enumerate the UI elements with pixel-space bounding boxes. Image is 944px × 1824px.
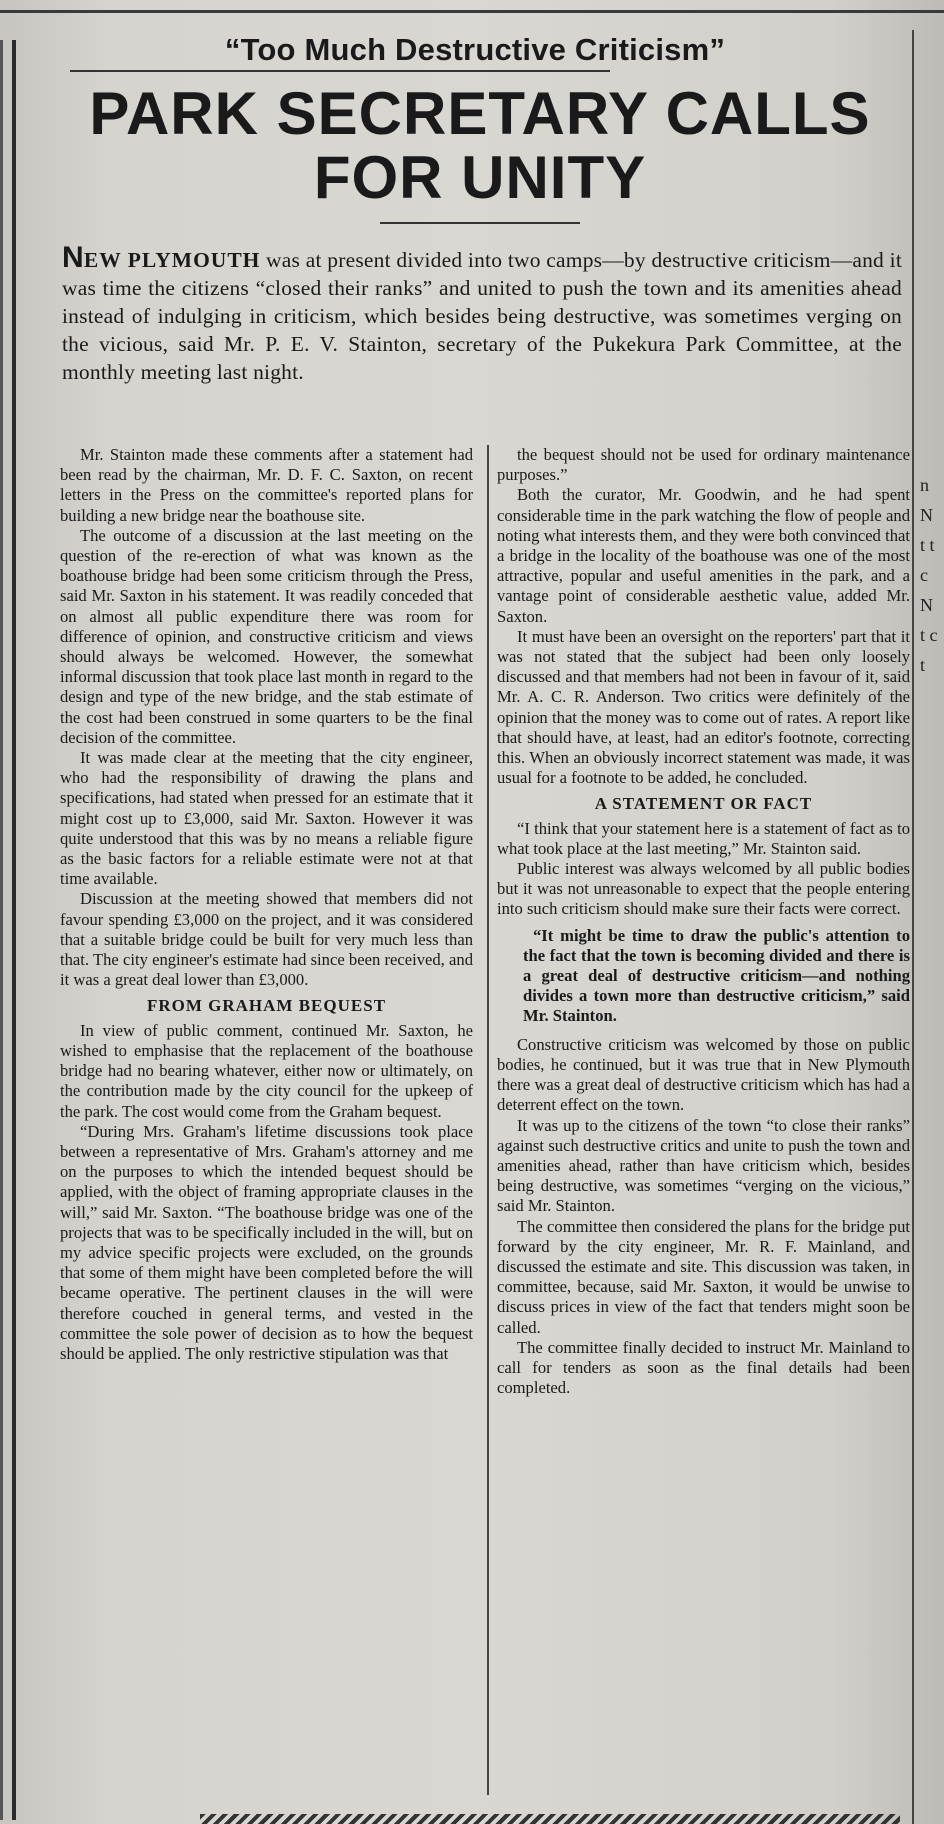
kicker-headline: “Too Much Destructive Criticism” <box>224 32 726 67</box>
pull-quote-text: “It might be time to draw the public's attention to the fact that the town is becoming divided and there is a great deal of destructive criticism—and nothing divides a town more than destructive criticism,” said Mr. Stainton. <box>522 925 910 1026</box>
bottom-zigzag-border <box>200 1814 900 1824</box>
lede-dropcap: N <box>62 241 84 274</box>
main-headline: PARK SECRETARY CALLS FOR UNITY <box>89 80 871 211</box>
subhead-graham-bequest: FROM GRAHAM BEQUEST <box>146 996 387 1016</box>
column-1-paragraph-6: “During Mrs. Graham's lifetime discussions took place between a representative of Mrs. Graham's attorney and me on the purposes to which the intended bequest should be applied, with the object of framing appropriate clauses in the will,” said Mr. Saxton. “The boathouse bridge was one of the projects that was to be specifically included in the will, but on my advice specific projects were excluded, on the grounds that some of them might have been completed before the will became operative. The pertinent clauses in the will were therefore couched in general terms, and vested in the committee the sole power of decision as to how the bequest should be applied. The only restrictive stipulation was that <box>60 1121 474 1363</box>
kicker-underline <box>70 70 610 72</box>
top-border-rule <box>0 10 944 13</box>
column-1-paragraph-1: Mr. Stainton made these comments after a statement had been read by the chairman, Mr. D. F. C. Saxton, on recent letters in the Press on the committee's reported plans for building a new bridge near the boathouse site. <box>60 445 474 525</box>
column-divider <box>487 445 489 1795</box>
adjacent-column-fragment: n N t t c N t c t <box>920 475 938 675</box>
column-1-paragraph-4: Discussion at the meeting showed that members did not favour spending £3,000 on the project, and it was considered that a suitable bridge could be built for very much less than that. The city engineer's estimate had since been received, and it was a great deal lower than £3,000. <box>60 889 474 990</box>
column-2-paragraph-6: Constructive criticism was welcomed by those on public bodies, he continued, but it was true that in New Plymouth there was a great deal of destructive criticism which has had a deterrent effect on the town. <box>496 1034 910 1115</box>
lede-paragraph <box>62 241 902 386</box>
right-column-rule <box>912 30 914 1824</box>
column-1-paragraph-2: The outcome of a discussion at the last meeting on the question of the re-erection of what was known as the boathouse bridge had been some criticism through the Press, said Mr. Saxton in his statement. It was readily conceded that on almost all public expenditure there was room for difference of opinion, and constructive criticism and views should always be welcomed. However, the somewhat informal discussion that took place last month in regard to the design and type of the new bridge, and the stab estimate of the cost had been construed in some quarters to be the final decision of the committee. <box>60 525 474 747</box>
left-column-rule <box>12 40 16 1820</box>
column-1 <box>60 445 481 1795</box>
lede-body: was at present divided into two camps—by destructive criticism—and it was time the citizens “closed their ranks” and united to push the town and its amenities ahead instead of indulging in criticism, which besides being destructive, was sometimes verging on the vicious, said Mr. P. E. V. Stainton, secretary of the Pukekura Park Committee, at the monthly meeting last night. <box>62 248 902 384</box>
pull-quote <box>523 926 910 1027</box>
column-1-paragraph-5: In view of public comment, continued Mr. Saxton, he wished to emphasise that the replacement of the boathouse bridge had no bearing whatever, either now or ultimately, on the contribution made by the city council for the upkeep of the park. The cost would come from the Graham bequest. <box>60 1020 474 1121</box>
column-1-paragraph-3: It was made clear at the meeting that the city engineer, who had the responsibility of drawing the plans and specifications, had stated when pressed for an estimate that it might cost up to £3,000, said Mr. Saxton. However it was quite understood that this was by no means a reliable figure as the basic factors for a reliable estimate were not at that time available. <box>60 748 474 889</box>
subhead-statement-or-fact: A STATEMENT OR FACT <box>594 794 813 814</box>
column-2-paragraph-8: The committee then considered the plans for the bridge put forward by the city engineer, Mr. R. F. Mainland, and discussed the estimate and site. This discussion was taken, in committee, because, said Mr. Saxton, it would be unwise to discuss prices in view of the fact that tenders might soon be called. <box>496 1216 910 1337</box>
article-header <box>50 20 910 386</box>
lede-lead-words: EW PLYMOUTH <box>83 248 261 272</box>
column-2-paragraph-7: It was up to the citizens of the town “to close their ranks” against such destructive critics and unite to push the town and amenities ahead, rather than have criticism which, besides being destructive, was sometimes “verging on the vicious,” said Mr. Stainton. <box>496 1115 910 1216</box>
headline-rule <box>380 222 580 224</box>
body-columns <box>60 445 910 1795</box>
column-2-paragraph-2: Both the curator, Mr. Goodwin, and he had spent considerable time in the park watching the flow of people and noting what interests them, and they were both convinced that a bridge in the locality of the boathouse was one of the most attractive, popular and useful amenities in the park, and a vantage point of considerable aesthetic value, added Mr. Saxton. <box>496 485 910 626</box>
column-2-paragraph-3: It must have been an oversight on the reporters' part that it was not stated that the subject had been only loosely discussed and that members had not been in favour of it, said Mr. A. C. R. Anderson. Two critics were definitely of the opinion that the money was to come out of rates. A report like that should have, at least, had an editor's footnote, correcting this. When an obviously incorrect statement was made, it was usual for a footnote to be added, he concluded. <box>496 626 910 788</box>
left-outer-rule <box>0 40 3 1820</box>
column-2-paragraph-5: Public interest was always welcomed by all public bodies but it was not unreasonable to expect that the people entering into such criticism should make sure their facts were correct. <box>496 859 910 919</box>
column-2-paragraph-4: “I think that your statement here is a statement of fact as to what took place at the last meeting,” Mr. Stainton said. <box>496 818 910 858</box>
column-2 <box>495 445 910 1795</box>
column-2-paragraph-9: The committee finally decided to instruct Mr. Mainland to call for tenders as soon as the final details had been completed. <box>496 1337 910 1398</box>
column-2-paragraph-1: the bequest should not be used for ordinary maintenance purposes.” <box>496 445 910 485</box>
